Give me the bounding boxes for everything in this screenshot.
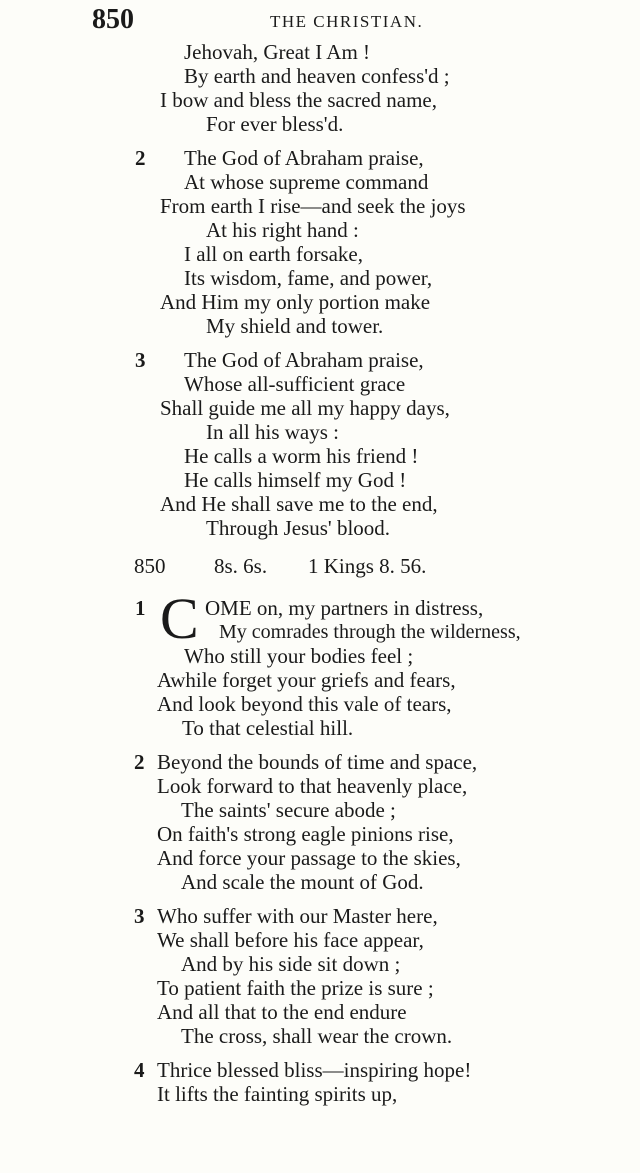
stanza-line: My shield and tower. bbox=[206, 314, 384, 338]
stanza-number: 2 bbox=[134, 750, 145, 774]
stanza-line: Awhile forget your griefs and fears, bbox=[157, 668, 456, 692]
stanza-line: Its wisdom, fame, and power, bbox=[184, 266, 433, 290]
stanza-line: It lifts the fainting spirits up, bbox=[157, 1082, 398, 1106]
stanza-line: The God of Abraham praise, bbox=[184, 348, 424, 372]
stanza-line: And Him my only portion make bbox=[160, 290, 431, 314]
stanza-line: Whose all-sufficient grace bbox=[184, 372, 406, 396]
drop-cap: C bbox=[160, 586, 199, 651]
stanza-line: Through Jesus' blood. bbox=[206, 516, 391, 540]
stanza-line: The saints' secure abode ; bbox=[181, 798, 396, 822]
stanza-line: And scale the mount of God. bbox=[181, 870, 424, 894]
stanza-line: We shall before his face appear, bbox=[157, 928, 424, 952]
stanza-line: At whose supreme command bbox=[184, 170, 429, 194]
running-title: THE CHRISTIAN. bbox=[270, 12, 424, 31]
stanza-line: Jehovah, Great I Am ! bbox=[184, 40, 371, 64]
stanza-line: He calls himself my God ! bbox=[184, 468, 407, 492]
stanza-line: And force your passage to the skies, bbox=[157, 846, 461, 870]
stanza-line: Beyond the bounds of time and space, bbox=[157, 750, 478, 774]
stanza-line: And He shall save me to the end, bbox=[160, 492, 438, 516]
stanza-line: He calls a worm his friend ! bbox=[184, 444, 419, 468]
stanza-line: Thrice blessed bliss—inspiring hope! bbox=[157, 1058, 472, 1082]
stanza-line: On faith's strong eagle pinions rise, bbox=[157, 822, 454, 846]
hymn-number: 850 bbox=[134, 554, 166, 578]
stanza-line: Shall guide me all my happy days, bbox=[160, 396, 450, 420]
stanza-line: Look forward to that heavenly place, bbox=[157, 774, 468, 798]
stanza-line: To patient faith the prize is sure ; bbox=[157, 976, 434, 1000]
stanza-line: And look beyond this vale of tears, bbox=[157, 692, 452, 716]
stanza-line: The cross, shall wear the crown. bbox=[181, 1024, 453, 1048]
stanza-line: Who suffer with our Master here, bbox=[157, 904, 438, 928]
hymn-reference: 1 Kings 8. 56. bbox=[308, 554, 427, 578]
page-number: 850 bbox=[92, 4, 134, 35]
stanza-line: I all on earth forsake, bbox=[184, 242, 364, 266]
stanza-number: 1 bbox=[135, 596, 146, 620]
stanza-line: My comrades through the wilderness, bbox=[219, 621, 521, 643]
stanza-line: The God of Abraham praise, bbox=[184, 146, 424, 170]
stanza-number: 2 bbox=[135, 146, 146, 170]
stanza-line: At his right hand : bbox=[206, 218, 359, 242]
stanza-line: Who still your bodies feel ; bbox=[184, 644, 414, 668]
hymn-meter: 8s. 6s. bbox=[214, 554, 268, 578]
hymn-heading bbox=[0, 554, 640, 580]
stanza-line: By earth and heaven confess'd ; bbox=[184, 64, 450, 88]
stanza-line: And by his side sit down ; bbox=[181, 952, 401, 976]
stanza-number: 3 bbox=[135, 348, 146, 372]
stanza-number: 4 bbox=[134, 1058, 145, 1082]
stanza-line: From earth I rise—and seek the joys bbox=[160, 194, 466, 218]
stanza-line: To that celestial hill. bbox=[182, 716, 354, 740]
stanza-line: In all his ways : bbox=[206, 420, 339, 444]
stanza-line: And all that to the end endure bbox=[157, 1000, 407, 1024]
stanza-line: I bow and bless the sacred name, bbox=[160, 88, 437, 112]
stanza-line: OME on, my partners in distress, bbox=[205, 596, 484, 620]
stanza-line: For ever bless'd. bbox=[206, 112, 344, 136]
page-header bbox=[0, 4, 640, 38]
stanza-number: 3 bbox=[134, 904, 145, 928]
